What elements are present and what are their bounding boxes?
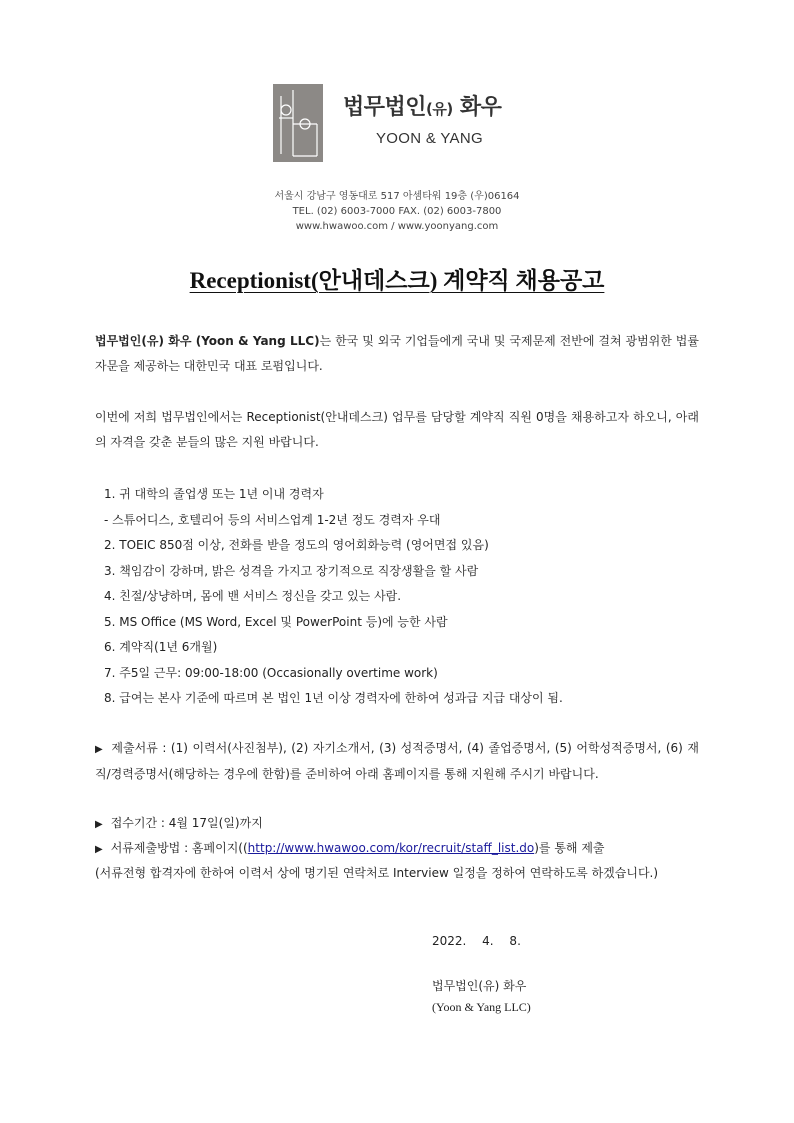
signature-korean: 법무법인(유) 화우 — [432, 979, 527, 993]
firm-logo — [273, 84, 523, 164]
submission-deadline: ▶ 접수기간 : 4월 17일(일)까지 — [95, 816, 263, 830]
tel-fax-line: TEL. (02) 6003-7000 FAX. (02) 6003-7800 — [292, 206, 502, 217]
submission-documents: ▶ 제출서류 : (1) 이력서(사진첨부), (2) 자기소개서, (3) 성적증명서, (4) 졸업증명서, (5) 어학성적증명서, (6) 재직/경력증명서(해당하는 경우에 한함)를 준비하여 아래 홈페이지를 통해 지원해 주시기 바랍니다. — [95, 741, 699, 781]
logo-mark — [273, 84, 323, 162]
list-item: 8. 급여는 본사 기준에 따르며 본 법인 1년 이상 경력자에 한하여 성과급 지급 대상이 됨. — [104, 691, 563, 705]
logo-english-name: YOON & YANG — [376, 130, 483, 147]
page-title: Receptionist(안내데스크) 계약직 채용공고 — [189, 268, 605, 293]
list-item: 2. TOEIC 850점 이상, 전화를 받을 정도의 영어회화능력 (영어면접 있음) — [104, 538, 489, 552]
list-item: 7. 주5일 근무: 09:00-18:00 (Occasionally overtime work) — [104, 665, 438, 680]
recruit-link[interactable]: http://www.hwawoo.com/kor/recruit/staff_list.do — [247, 841, 535, 855]
requirements-list — [104, 482, 704, 712]
list-item: - 스튜어디스, 호텔리어 등의 서비스업계 1-2년 정도 경력자 우대 — [104, 512, 441, 527]
firm-address-block — [0, 189, 794, 234]
firm-name: 법무법인(유) 화우 (Yoon & Yang LLC) — [95, 334, 320, 348]
list-item: 4. 친절/상냥하며, 몸에 밴 서비스 정신을 갖고 있는 사람. — [104, 589, 402, 603]
announcement-date: 2022. 4. 8. — [432, 934, 521, 948]
website-line: www.hwawoo.com / www.yoonyang.com — [295, 221, 499, 232]
arrow-icon: ▶ — [95, 819, 103, 830]
list-item: 1. 귀 대학의 졸업생 또는 1년 이내 경력자 — [104, 487, 324, 501]
list-item: 3. 책임감이 강하며, 밝은 성격을 가지고 장기적으로 직장생활을 할 사람 — [104, 563, 479, 578]
logo-korean-name: 법무법인(유) 화우 — [343, 95, 502, 120]
list-item: 6. 계약직(1년 6개월) — [104, 640, 218, 654]
submission-method: ▶ 서류제출방법 : 홈페이지((http://www.hwawoo.com/kor/recruit/staff_list.do)를 통해 제출 — [95, 841, 605, 855]
interview-note: (서류전형 합격자에 한하여 이력서 상에 명기된 연락처로 Interview 일정을 정하여 연락하도록 하겠습니다.) — [95, 866, 659, 880]
intro-paragraph: 법무법인(유) 화우 (Yoon & Yang LLC)는 한국 및 외국 기업들에게 국내 및 국제문제 전반에 걸쳐 광범위한 법률자문을 제공하는 대한민국 대표 로펌입니다. — [95, 334, 699, 373]
arrow-icon: ▶ — [95, 744, 104, 755]
address-line: 서울시 강남구 영동대로 517 아셈타워 19층 (우)06164 — [274, 191, 520, 202]
list-item: 5. MS Office (MS Word, Excel 및 PowerPoint 등)에 능한 사람 — [104, 614, 448, 629]
signature-english: (Yoon & Yang LLC) — [432, 1000, 531, 1014]
arrow-icon: ▶ — [95, 844, 103, 855]
announcement-paragraph: 이번에 저희 법무법인에서는 Receptionist(안내데스크) 업무를 담당할 계약직 직원 0명을 채용하고자 하오니, 아래의 자격을 갖춘 분들의 많은 지원 바랍니다. — [95, 410, 699, 449]
